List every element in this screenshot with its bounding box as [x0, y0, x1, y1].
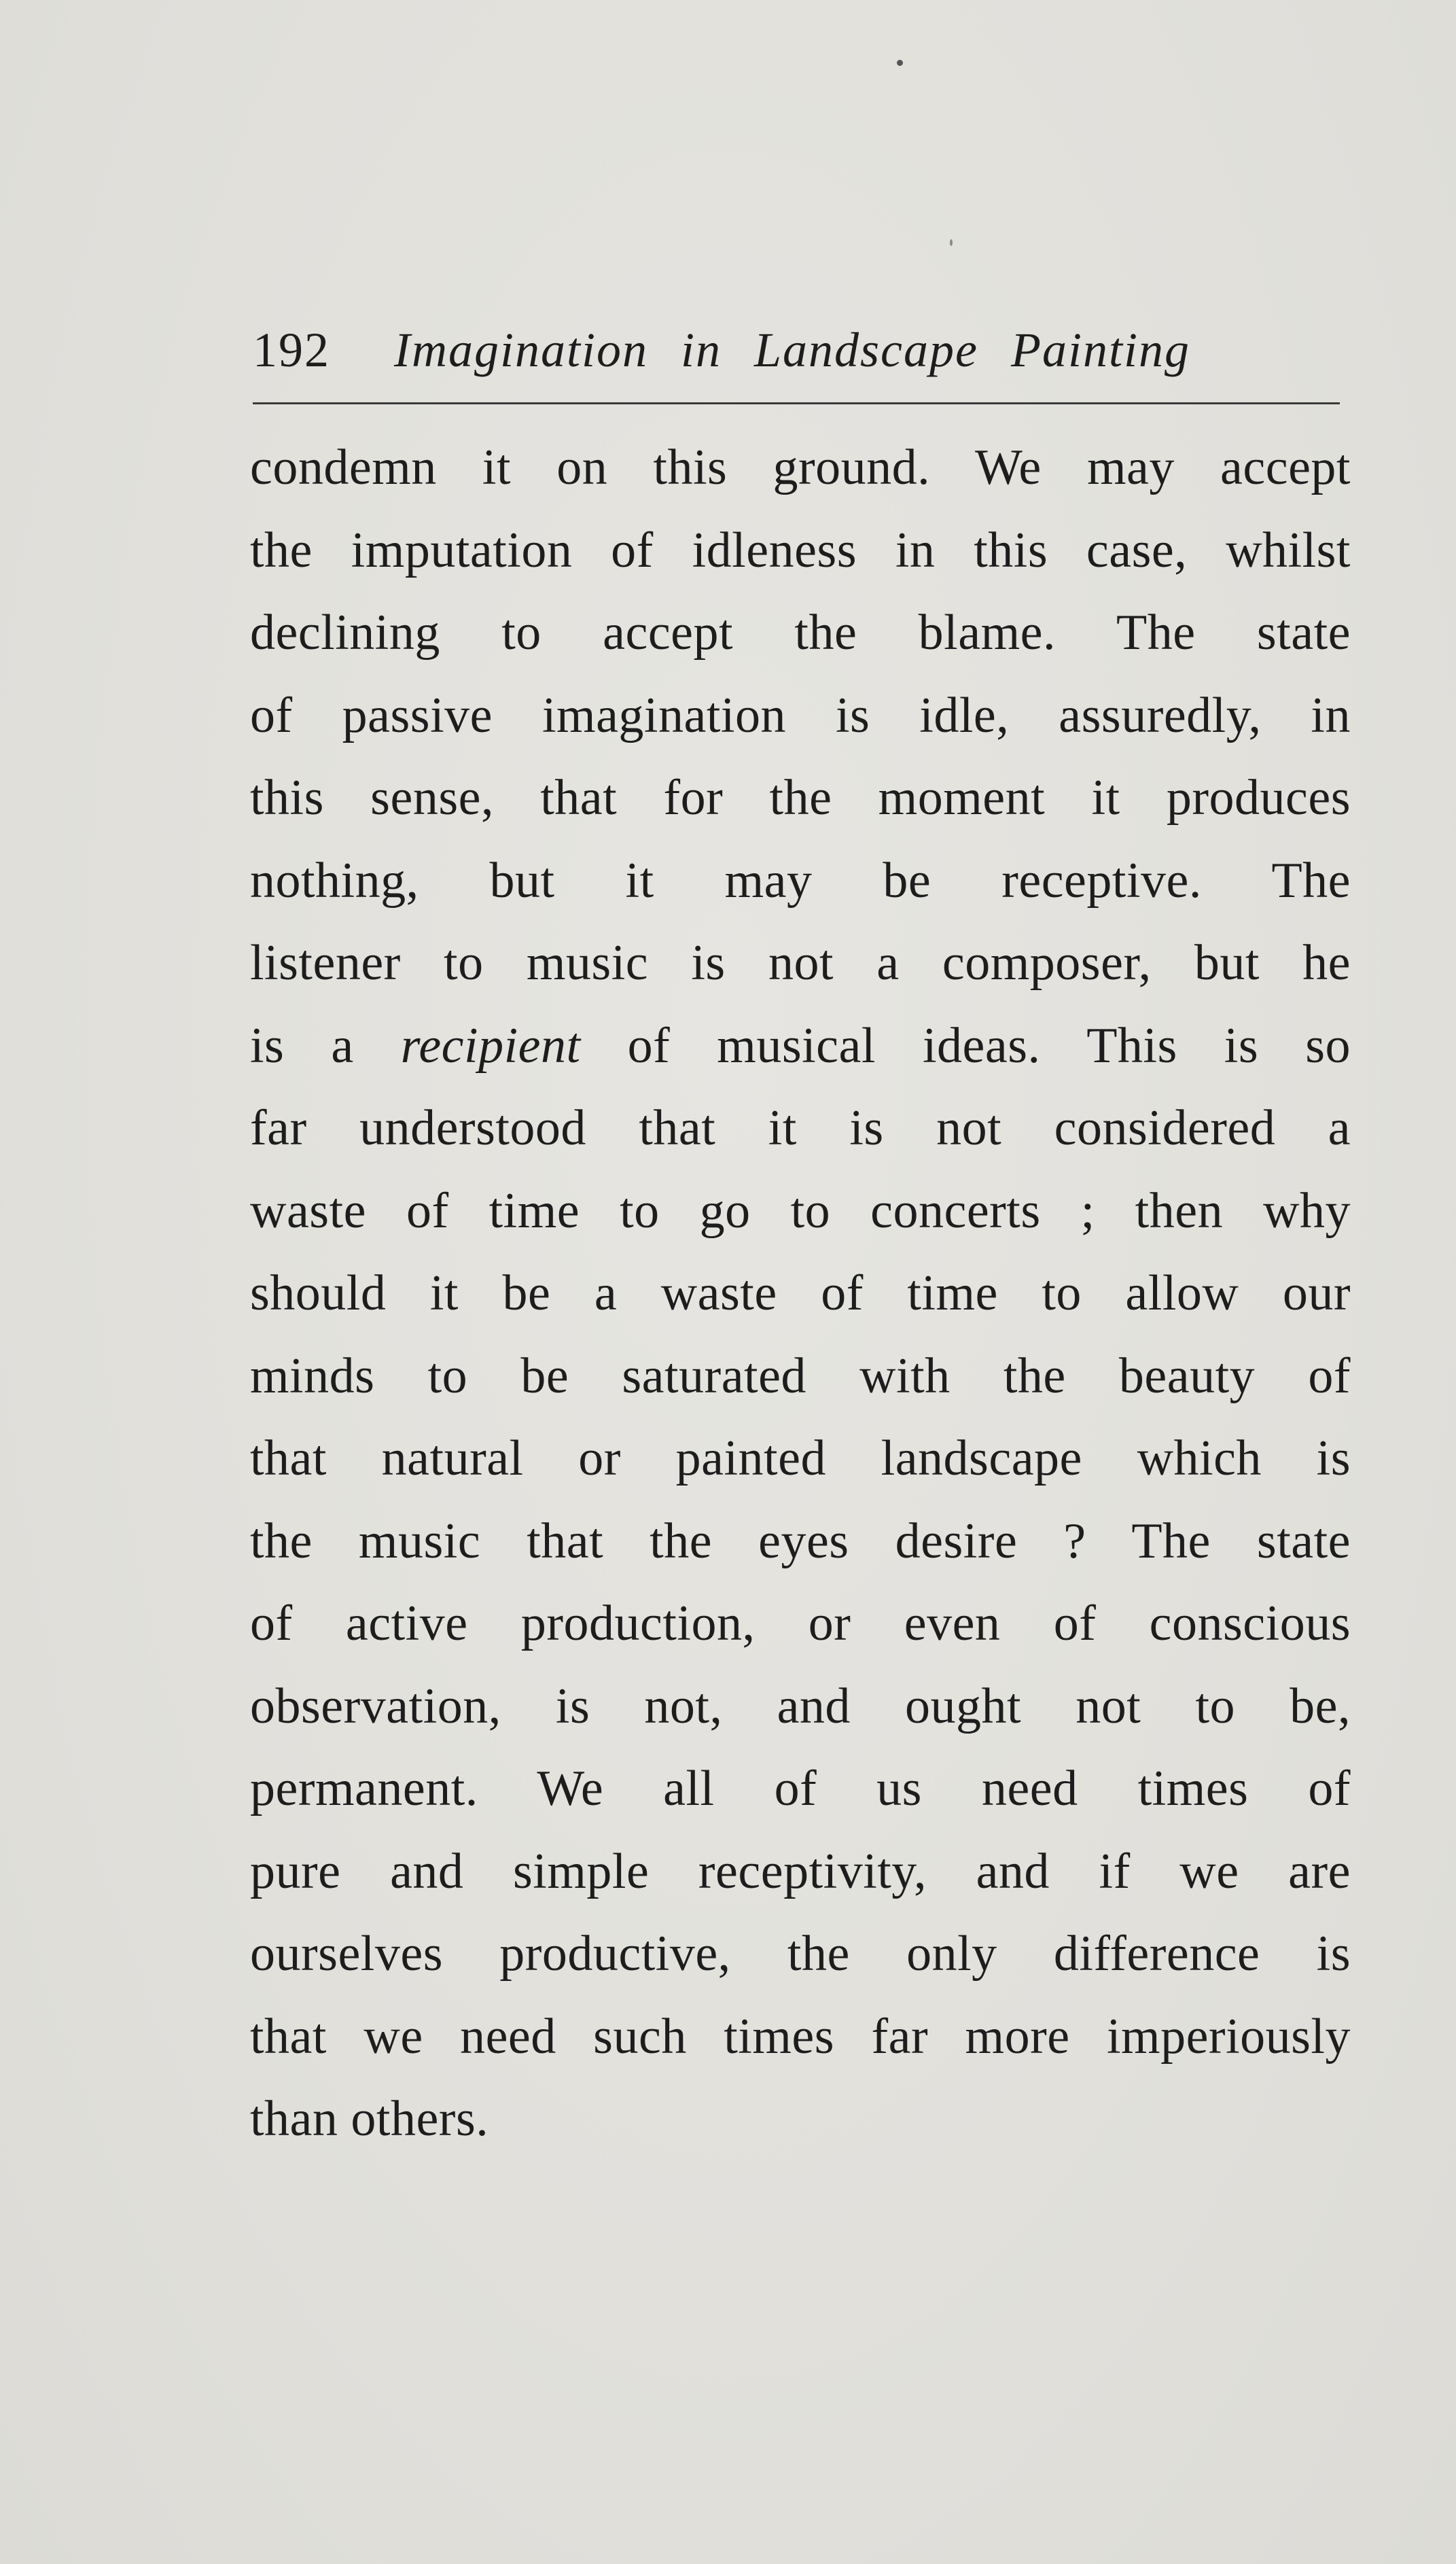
- running-header: [253, 319, 1340, 381]
- header-rule: [253, 402, 1340, 404]
- text-line: of active production, or even of conscious: [250, 1596, 1351, 1651]
- text-line: ourselves productive, the only difference is: [250, 1926, 1351, 1982]
- text-line: the imputation of idleness in this case, whilst: [250, 522, 1351, 578]
- text-line: declining to accept the blame. The state: [250, 605, 1351, 661]
- text-line: than others.: [250, 2091, 489, 2147]
- text-run: is a: [250, 1017, 401, 1074]
- text-line: condemn it on this ground. We may accept: [250, 440, 1351, 495]
- text-line: [250, 1005, 1351, 1088]
- text-line: permanent. We all of us need times of: [250, 1761, 1351, 1816]
- text-line: that we need such times far more imperiously: [250, 2008, 1351, 2065]
- ink-speck: [897, 60, 903, 66]
- text-line: nothing, but it may be receptive. The: [250, 852, 1351, 909]
- text-line: listener to music is not a composer, but he: [250, 935, 1351, 991]
- text-line: this sense, that for the moment it produces: [250, 770, 1351, 826]
- ink-speck: [950, 239, 953, 246]
- page-number: 192: [253, 323, 330, 377]
- text-line: waste of time to go to concerts ; then why: [250, 1182, 1351, 1239]
- text-line: that natural or painted landscape which is: [250, 1430, 1351, 1486]
- text-line: observation, is not, and ought not to be,: [250, 1678, 1351, 1734]
- text-line: minds to be saturated with the beauty of: [250, 1348, 1351, 1404]
- text-line: pure and simple receptivity, and if we are: [250, 1843, 1351, 1899]
- text-line: of passive imagination is idle, assuredly, in: [250, 687, 1351, 743]
- body-paragraph: [250, 427, 1351, 2161]
- running-title: Imagination in Landscape Painting: [394, 323, 1190, 377]
- text-line: should it be a waste of time to allow our: [250, 1265, 1351, 1321]
- emphasized-word: recipient: [400, 1017, 581, 1074]
- text-line: far understood that it is not considered a: [250, 1100, 1351, 1156]
- text-run: of musical ideas. This is so: [580, 1017, 1351, 1074]
- text-line: the music that the eyes desire ? The state: [250, 1513, 1351, 1569]
